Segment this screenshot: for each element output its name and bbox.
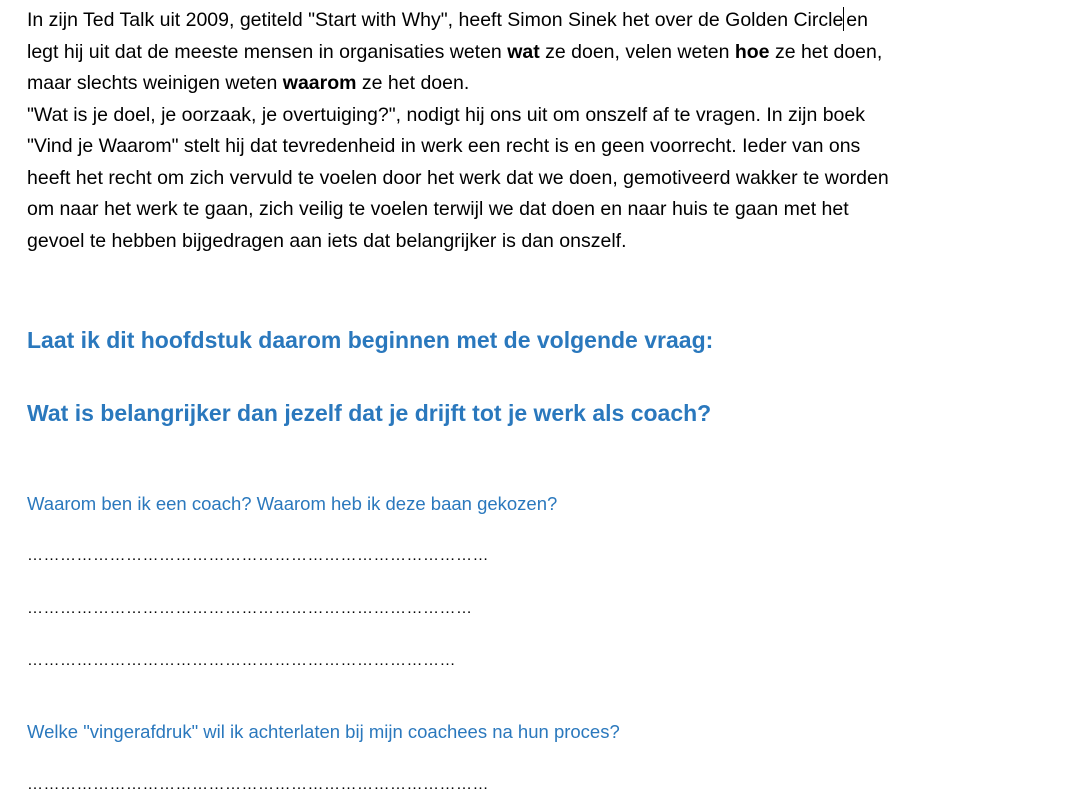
intro-line-2 — [27, 37, 889, 69]
answer-line-q1-3[interactable]: …………………………………………………………………… — [27, 653, 456, 669]
intro-line-7: om naar het werk te gaan, zich veilig te voelen terwijl we dat doen en naar huis te gaan met het — [27, 198, 849, 220]
text-cursor — [843, 7, 844, 31]
intro-line-2-part-3: ze het doen, — [769, 40, 883, 63]
intro-line-1 — [27, 5, 889, 37]
intro-line-2-part-2: ze doen, velen weten — [539, 40, 735, 63]
answer-line-q2-1[interactable]: ………………………………………………………………………… — [27, 777, 489, 793]
question-1: Waarom ben ik een coach? Waarom heb ik deze baan gekozen? — [27, 493, 558, 514]
bold-word-hoe: hoe — [734, 40, 770, 63]
question-2: Welke "vingerafdruk" wil ik achterlaten bij mijn coachees na hun proces? — [27, 721, 620, 742]
chapter-heading-intro: Laat ik dit hoofdstuk daarom beginnen met de volgende vraag: — [27, 327, 714, 353]
bold-word-waarom: waarom — [282, 72, 357, 94]
answer-line-q1-1[interactable]: ………………………………………………………………………… — [27, 548, 489, 564]
intro-line-1-text: In zijn Ted Talk uit 2009, getiteld "Start with Why", heeft Simon Sinek het over de Golden Circle — [27, 9, 844, 31]
bold-word-wat: wat — [507, 40, 540, 63]
intro-line-5: "Vind je Waarom" stelt hij dat tevredenheid in werk een recht is en geen voorrecht. Ieder van ons — [27, 135, 861, 157]
intro-line-6: heeft het recht om zich vervuld te voelen door het werk dat we doen, gemotiveerd wakker te worden — [27, 166, 889, 189]
chapter-heading-question: Wat is belangrijker dan jezelf dat je drijft tot je werk als coach? — [27, 400, 712, 426]
intro-line-3 — [27, 68, 889, 100]
intro-line-2-part-1: legt hij uit dat de meeste mensen in organisaties weten — [27, 40, 508, 63]
intro-paragraph[interactable] — [27, 5, 889, 257]
intro-line-4: "Wat is je doel, je oorzaak, je overtuiging?", nodigt hij ons uit om onszelf af te vragen. In zijn boek — [27, 103, 865, 126]
intro-line-3-part-2: ze het doen. — [356, 72, 470, 94]
intro-line-3-part-1: maar slechts weinigen weten — [27, 72, 283, 94]
intro-line-1-tail: en — [846, 9, 868, 31]
intro-line-8: gevoel te hebben bijgedragen aan iets dat belangrijker is dan onszelf. — [27, 229, 627, 252]
answer-line-q1-2[interactable]: ……………………………………………………………………… — [27, 601, 473, 617]
